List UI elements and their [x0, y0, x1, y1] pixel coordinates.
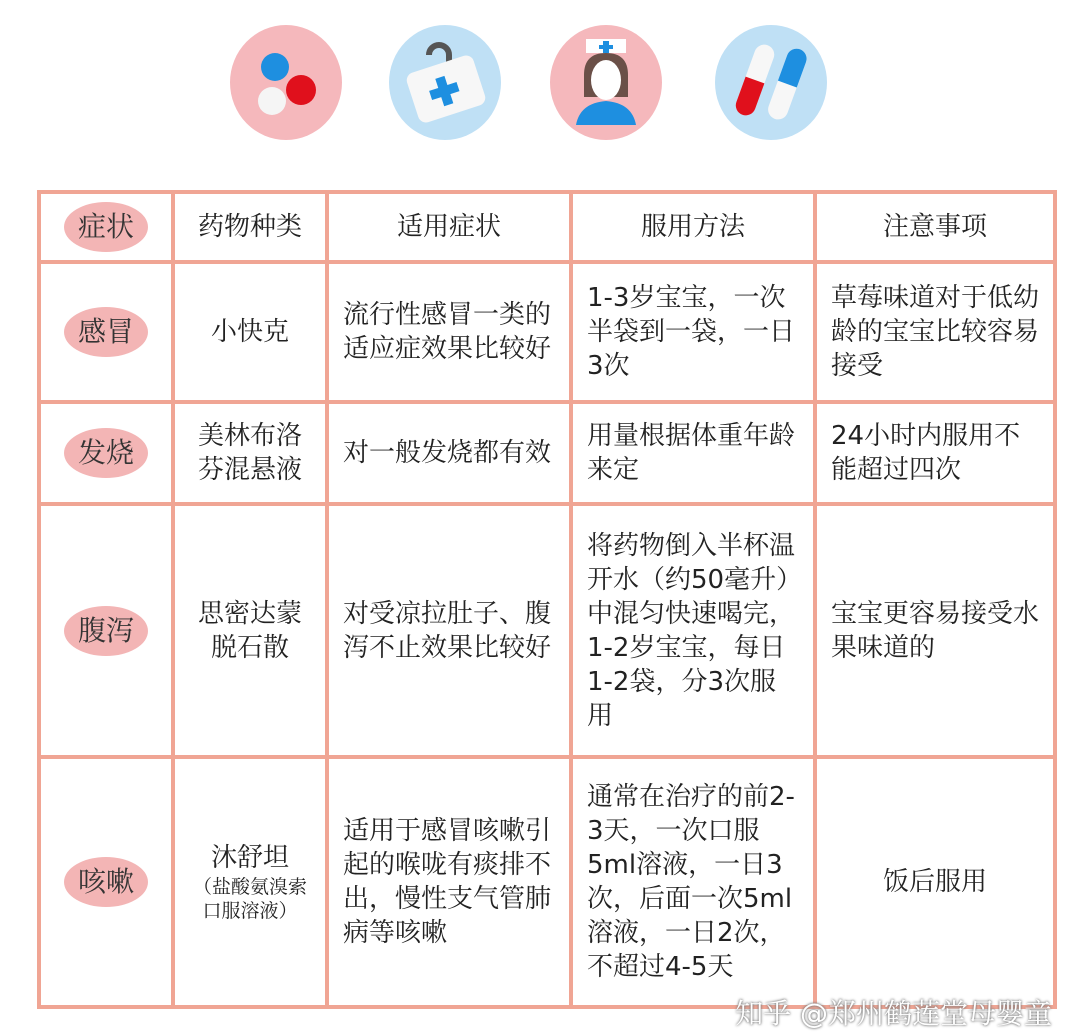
drug-name: 沐舒坦: [210, 843, 289, 873]
header-method: 服用方法: [571, 192, 815, 262]
first-aid-kit-icon: [389, 25, 501, 140]
note-cell: 饭后服用: [815, 757, 1055, 1007]
header-drug: 药物种类: [173, 192, 327, 262]
use-cell: 适用于感冒咳嗽引起的喉咙有痰排不出，慢性支气管肺病等咳嗽: [327, 757, 571, 1007]
method-cell: 用量根据体重年龄来定: [571, 402, 815, 504]
drug-subtitle: （盐酸氨溴索口服溶液）: [192, 876, 307, 922]
table-header-row: [39, 192, 1055, 262]
note-cell: 草莓味道对于低幼龄的宝宝比较容易接受: [815, 262, 1055, 402]
header-note: 注意事项: [815, 192, 1055, 262]
drug-cell: 小快克: [173, 262, 327, 402]
table-row: [39, 757, 1055, 1007]
pills-icon: [230, 25, 342, 140]
note-cell: 24小时内服用不能超过四次: [815, 402, 1055, 504]
icon-row: [0, 25, 1080, 135]
use-cell: 对受凉拉肚子、腹泻不止效果比较好: [327, 504, 571, 757]
header-symptom: 症状: [64, 202, 148, 252]
symptom-label: 咳嗽: [64, 857, 148, 907]
table-row: [39, 504, 1055, 757]
note-cell: 宝宝更容易接受水果味道的: [815, 504, 1055, 757]
use-cell: 对一般发烧都有效: [327, 402, 571, 504]
watermark: 知乎 @郑州鹤莲堂母婴童: [735, 997, 1052, 1030]
header-use: 适用症状: [327, 192, 571, 262]
drug-cell: [173, 757, 327, 1007]
drug-cell: 美林布洛芬混悬液: [173, 402, 327, 504]
symptom-label: 腹泻: [64, 606, 148, 656]
nurse-icon: [550, 25, 662, 140]
table-row: [39, 262, 1055, 402]
table-row: [39, 402, 1055, 504]
symptom-label: 感冒: [64, 307, 148, 357]
method-cell: 通常在治疗的前2-3天，一次口服5ml溶液，一日3次，后面一次5ml溶液，一日2次，不超过4-5天: [571, 757, 815, 1007]
use-cell: 流行性感冒一类的适应症效果比较好: [327, 262, 571, 402]
method-cell: 将药物倒入半杯温开水（约50毫升）中混匀快速喝完，1-2岁宝宝，每日1-2袋，分3次服用: [571, 504, 815, 757]
capsules-icon: [715, 25, 827, 140]
method-cell: 1-3岁宝宝，一次半袋到一袋，一日3次: [571, 262, 815, 402]
medicine-table: [37, 190, 1057, 1009]
drug-cell: 思密达蒙脱石散: [173, 504, 327, 757]
symptom-label: 发烧: [64, 428, 148, 478]
